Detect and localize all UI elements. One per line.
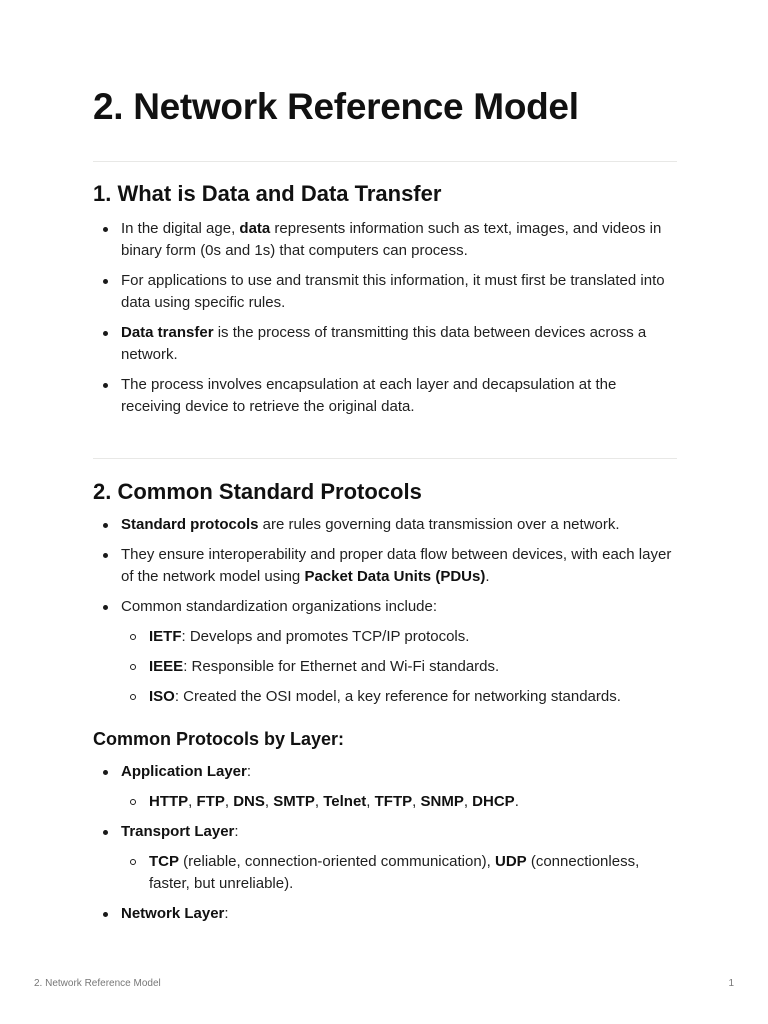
standard-protocols-list [93, 514, 677, 708]
layer-item-network: Network Layer: [93, 903, 677, 925]
transport-protocols: TCP (reliable, connection-oriented communication), UDP (connectionless, faster, but unreliable). [93, 851, 677, 895]
page-number: 1 [728, 978, 734, 989]
list-item: Common standardization organizations include: [93, 596, 677, 618]
list-item: In the digital age, data represents information such as text, images, and videos in binary form (0s and 1s) that computers can process. [93, 218, 677, 262]
list-item: The process involves encapsulation at each layer and decapsulation at the receiving device to retrieve the original data. [93, 374, 677, 418]
section-heading-data-transfer: 1. What is Data and Data Transfer [93, 181, 442, 206]
footer-title: 2. Network Reference Model [34, 978, 161, 989]
list-item: Data transfer is the process of transmitting this data between devices across a network. [93, 322, 677, 366]
layers-heading: Common Protocols by Layer: [93, 729, 345, 749]
org-item-iso: ISO: Created the OSI model, a key reference for networking standards. [93, 686, 677, 708]
list-item: Standard protocols are rules governing data transmission over a network. [93, 514, 677, 536]
list-item: For applications to use and transmit this information, it must first be translated into data using specific rules. [93, 270, 677, 314]
org-item-ieee: IEEE: Responsible for Ethernet and Wi-Fi standards. [93, 656, 677, 678]
divider [93, 161, 677, 162]
layer-item-application: Application Layer: [93, 761, 677, 783]
list-item: They ensure interoperability and proper data flow between devices, with each layer of the network model using Packet Data Units (PDUs). [93, 544, 677, 588]
data-transfer-list [93, 218, 677, 418]
section-heading-standard-protocols: 2. Common Standard Protocols [93, 479, 422, 504]
org-item-ietf: IETF: Develops and promotes TCP/IP protocols. [93, 626, 677, 648]
layer-item-transport: Transport Layer: [93, 821, 677, 843]
page-title: 2. Network Reference Model [93, 86, 579, 127]
divider [93, 458, 677, 459]
application-protocols: HTTP, FTP, DNS, SMTP, Telnet, TFTP, SNMP, DHCP. [93, 791, 677, 813]
protocols-by-layer-list [93, 761, 677, 925]
